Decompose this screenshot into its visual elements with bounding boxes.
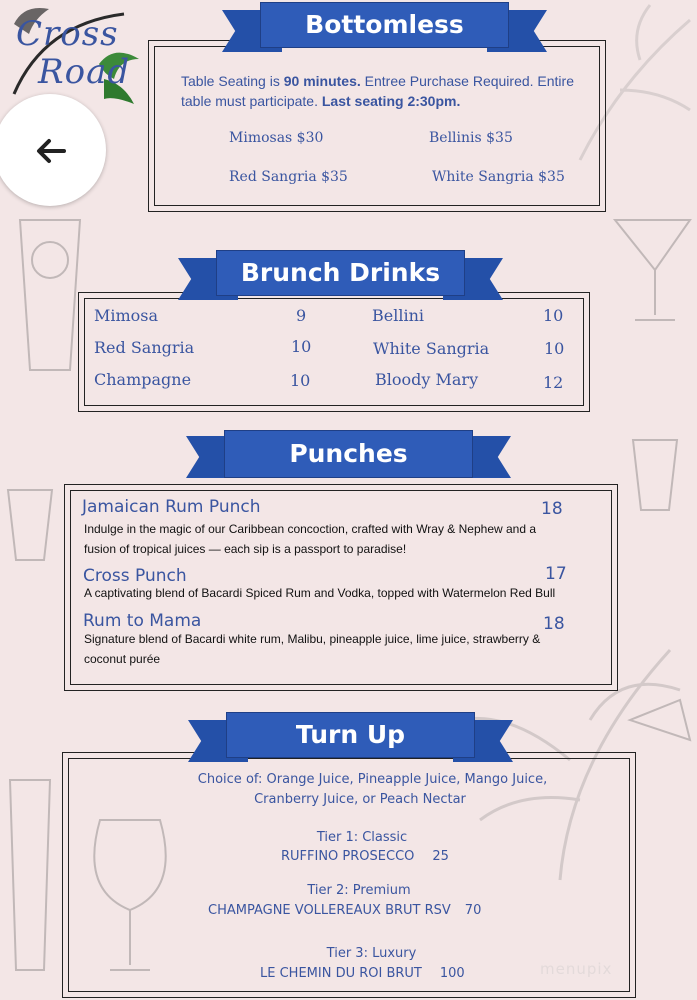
punch-name: Rum to Mama [83,611,202,631]
tier-label: Tier 3: Luxury [326,946,417,961]
bottomless-item: Bellinis $35 [429,130,513,146]
punch-price: 17 [545,564,567,584]
punch-description: fusion of tropical juices — each sip is a passport to paradise! [84,542,407,556]
logo-text-cross: Cross [16,14,119,54]
menu-item-price: 12 [543,373,564,392]
menu-item-price: 10 [290,371,311,390]
menu-item-name: Bloody Mary [375,370,479,389]
punch-description: A captivating blend of Bacardi Spiced Rum and Vodka, topped with Watermelon Red Bull [84,586,556,600]
tier-item-name: LE CHEMIN DU ROI BRUT [260,966,422,981]
punch-name: Jamaican Rum Punch [82,497,261,517]
menu-item-name: Champagne [94,370,192,389]
punch-description: Indulge in the magic of our Caribbean concoction, crafted with Wray & Nephew and a [84,522,537,536]
menu-item-price: 9 [296,306,307,325]
punch-price: 18 [541,499,563,519]
turn-up-title: Turn Up [226,712,475,758]
tier-item-price: 100 [439,966,465,981]
menu-item-name: Red Sangria [94,338,195,357]
bottomless-note-line1: Table Seating is 90 minutes. Entree Purchase Required. Entire [181,73,574,89]
tier-label: Tier 2: Premium [307,883,411,898]
bottomless-note-line2: table must participate. Last seating 2:30pm. [181,93,461,109]
brunch-drinks-title: Brunch Drinks [216,250,465,296]
turn-up-choice: Cranberry Juice, or Peach Nectar [254,792,466,807]
bottomless-ribbon [222,2,547,52]
punches-title: Punches [224,430,473,478]
back-button[interactable] [0,94,106,206]
arrow-left-icon [34,134,68,168]
menu-item-name: Mimosa [94,306,159,325]
tier-label: Tier 1: Classic [316,830,408,845]
menu-item-name: White Sangria [373,339,490,358]
logo-text-road: Road [38,52,131,92]
turn-up-choice: Choice of: Orange Juice, Pineapple Juice, Mango Juice, [197,772,548,787]
bottomless-frame [148,40,606,212]
bottomless-title: Bottomless [260,2,509,48]
brunch-drinks-ribbon [178,250,503,300]
punch-description: Signature blend of Bacardi white rum, Malibu, pineapple juice, lime juice, strawberry & [84,632,541,646]
punch-description: coconut purée [84,652,161,666]
menu-item-price: 10 [291,337,312,356]
tier-item [281,849,449,864]
punches-ribbon [186,428,511,478]
tier-item-price: 25 [432,849,449,864]
lime-wedge-sketch-icon [620,680,697,760]
tier-item-price: 70 [464,903,482,918]
turn-up-ribbon [188,712,513,762]
tier-item-name: RUFFINO PROSECCO [281,849,415,864]
menu-item-price: 10 [543,306,564,325]
bottomless-item: Mimosas $30 [229,130,324,146]
menu-item-price: 10 [544,339,565,358]
tier-item [260,966,465,981]
menu-item-name: Bellini [372,306,424,325]
bottomless-item: Red Sangria $35 [229,169,348,185]
shot-glass-sketch-icon [625,430,685,520]
martini-sketch-icon [610,190,697,330]
punch-name: Cross Punch [83,566,187,586]
tier-item-name: CHAMPAGNE VOLLEREAUX BRUT RSV [208,903,451,918]
shot-glass-sketch-icon [0,480,60,570]
tier-item [208,903,481,918]
cross-road-logo [4,4,144,114]
watermark: menupix [540,960,613,978]
bottomless-item: White Sangria $35 [432,169,565,185]
punch-price: 18 [543,614,565,634]
